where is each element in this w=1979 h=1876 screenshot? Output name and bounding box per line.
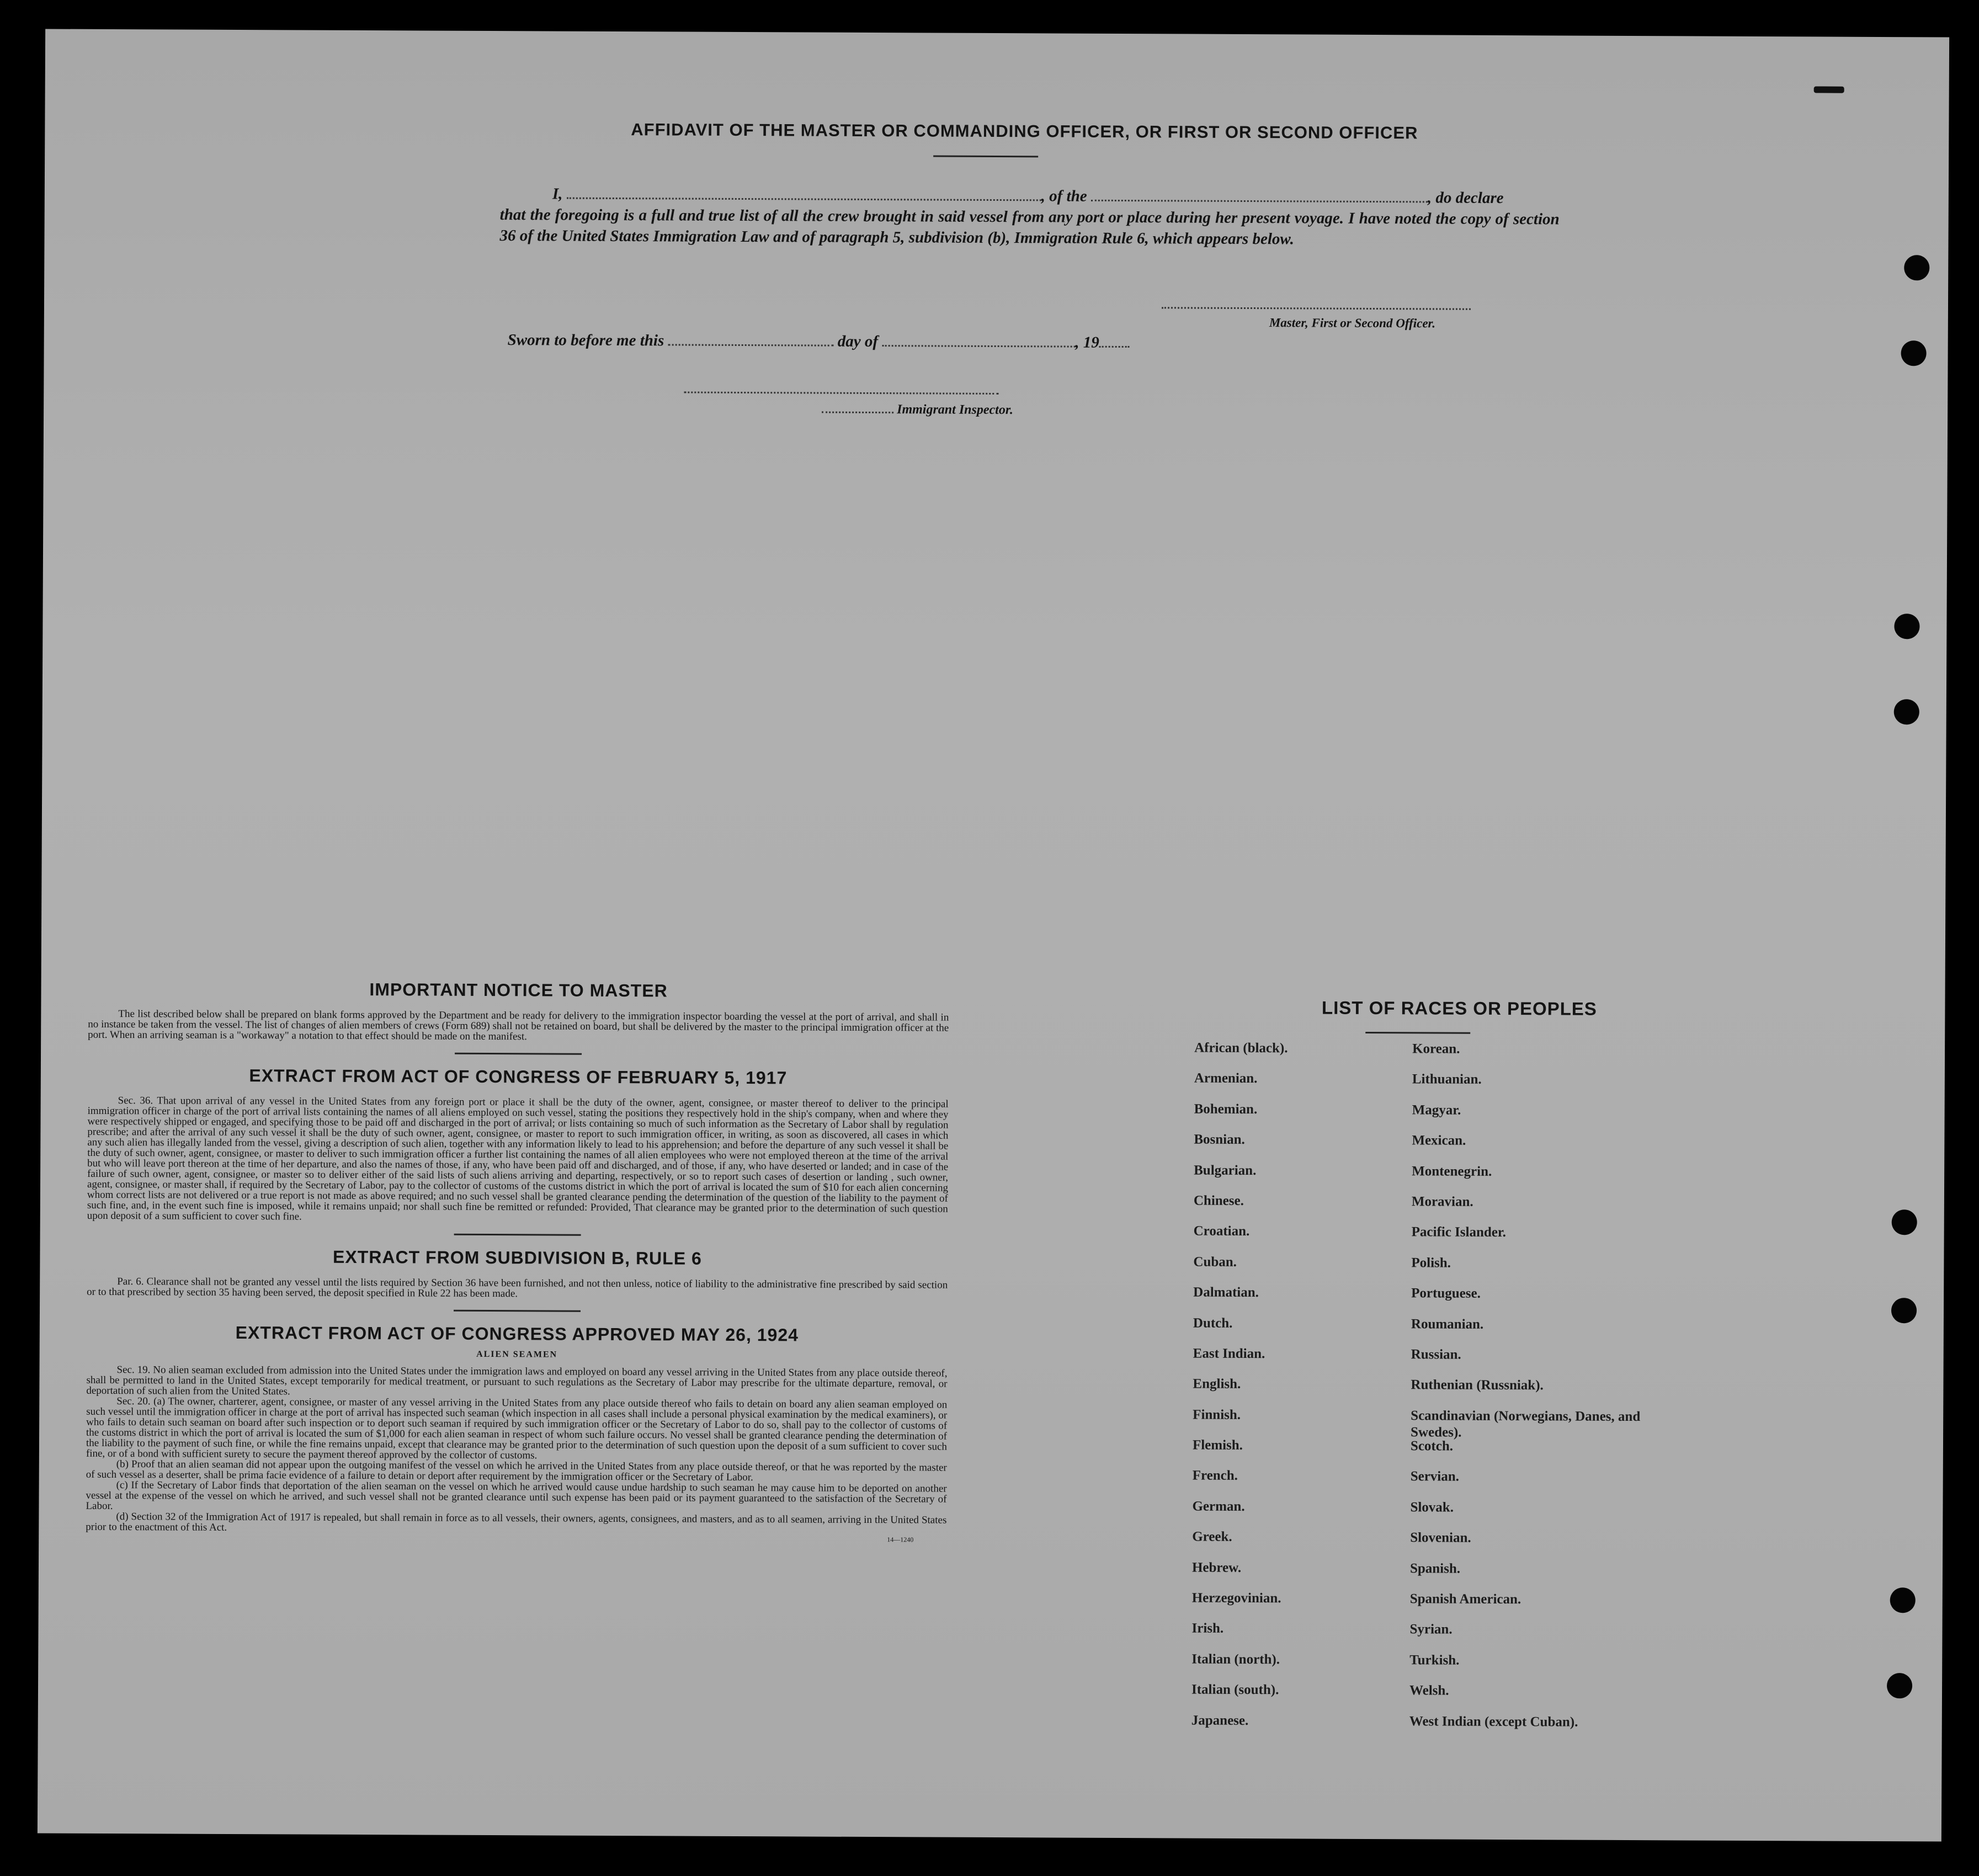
year-label: , 19 [1075, 333, 1099, 351]
race-item: Hebrew. [1191, 1560, 1242, 1575]
day-of-label: day of [837, 332, 879, 351]
race-item: Italian (south). [1191, 1682, 1279, 1698]
race-item: Russian. [1411, 1347, 1461, 1362]
affidavit-body: that the foregoing is a full and true list of all the crew brought in said vessel from any port or place during her present voyage. I have noted the copy of section 36 of the United States Immigration Law and of paragraph 5, subdivision (b), Immigration Rule 6, which appears below. [499, 206, 1560, 248]
punch-hole [1904, 255, 1929, 280]
inspector-name-field[interactable] [822, 405, 893, 414]
punch-hole [1891, 1298, 1917, 1323]
section-rule [454, 1310, 581, 1312]
race-item: Irish. [1191, 1621, 1224, 1637]
race-item: German. [1192, 1499, 1245, 1514]
race-item: Cuban. [1193, 1254, 1237, 1270]
notice-body: The list described below shall be prepared on blank forms approved by the Department and be ready for delivery to the immigration inspector boarding the vessel at the port of arrival, and shall in no instance be taken from the vessel. The list of changes of alien members of crews (Form 689) shall not be retained on board, but shall be delivered by the master to the principal immigration officer at the port. When an arriving seaman is a "workaway" a notation to that effect should be made on the manifest. [88, 1008, 949, 1043]
race-item: Moravian. [1411, 1194, 1473, 1209]
race-item: Pacific Islander. [1411, 1224, 1507, 1240]
race-item: Scotch. [1410, 1438, 1454, 1454]
race-item: Montenegrin. [1412, 1163, 1492, 1179]
inspector-line [822, 402, 1013, 418]
act1924-sec20b: (b) Proof that an alien seaman did not appear upon the outgoing manifest of the vessel on which he arrived in the United States from any place outside thereof, or that he was reported by the master of such vessel as a deserter, shall be prima facie evidence of a failure to detain or deport after requirement by the immigration officer or the Secretary of Labor. [86, 1458, 947, 1484]
races-title: LIST OF RACES OR PEOPLES [1321, 997, 1597, 1019]
race-item: Armenian. [1194, 1070, 1258, 1086]
rule6-body: Par. 6. Clearance shall not be granted any vessel until the lists required by Section 36 have been furnished, and not then unless, notice of liability to the administrative fine prescribed by said section or to that prescribed by section 35 having been served, the deposit specified in Rule 22 has been made. [87, 1276, 948, 1300]
race-item: Flemish. [1192, 1437, 1243, 1453]
section-rule [454, 1234, 581, 1236]
punch-hole [1901, 340, 1927, 366]
race-item: East Indian. [1193, 1346, 1265, 1362]
race-item: Roumanian. [1411, 1316, 1484, 1332]
act1924-sec20d: (d) Section 32 of the Immigration Act of 1917 is repealed, but shall remain in force as to all vessels, their owners, agents, consignees, and masters, and as to all seamen, arriving in the United States prior to the enactment of this Act. [86, 1511, 947, 1533]
race-item: Slovak. [1410, 1500, 1454, 1515]
race-item: Portuguese. [1411, 1286, 1481, 1301]
inspector-signature-line[interactable] [684, 392, 998, 395]
sworn-month-field[interactable] [882, 332, 1075, 348]
race-item: Finnish. [1193, 1407, 1241, 1422]
punch-hole [1894, 614, 1919, 639]
race-item: Servian. [1410, 1469, 1459, 1485]
document-page [38, 29, 1949, 1841]
race-item: Scandinavian (Norwegians, Danes, and Swedes). [1411, 1408, 1641, 1440]
form-number: 14—1240 [887, 1536, 914, 1544]
race-item: African (black). [1194, 1040, 1288, 1056]
race-item: Polish. [1411, 1255, 1451, 1271]
punch-hole [1890, 1587, 1916, 1613]
race-item: Dutch. [1193, 1315, 1233, 1331]
declarant-name-field[interactable] [567, 184, 1041, 201]
act1917-title: EXTRACT FROM ACT OF CONGRESS OF FEBRUARY 5, 1917 [249, 1065, 788, 1088]
race-item: Turkish. [1409, 1653, 1460, 1668]
act1924-sec20c: (c) If the Secretary of Labor finds that deportation of the alien seaman on the vessel on which he arrived would cause undue hardship to such seaman he may cause him to be deported on another vessel at the expense of the vessel on which he arrived, and such vessel shall not be granted clearance until such expense has been paid or its payment guaranteed to the satisfaction of the Secretary of Labor. [86, 1479, 947, 1512]
race-item: Italian (north). [1191, 1651, 1280, 1667]
affidavit-title: AFFIDAVIT OF THE MASTER OR COMMANDING OFFICER, OR FIRST OR SECOND OFFICER [631, 120, 1418, 143]
race-item: Bulgarian. [1194, 1163, 1257, 1178]
rule6-title: EXTRACT FROM SUBDIVISION B, RULE 6 [333, 1246, 702, 1269]
vessel-label: , of the [1041, 187, 1087, 205]
act1924-sec20a: Sec. 20. (a) The owner, charterer, agent, consignee, or master of any vessel arriving in the United States from any place outside thereof who fails to detain on board any alien seaman employed on such vessel until the immigration officer in charge at the port of arrival has inspected such seaman (which inspection in all cases shall include a personal physical examination by the medical examiners), or who fails to detain such seaman on board after such inspection or to deport such seaman if required by such immigration officer or the Secretary of Labor to do so, shall pay to the collector of customs of the customs district in which the port of arrival is located the sum of $1,000 for each alien seaman in respect of whom such failure occurs. No vessel shall be granted clearance pending the determination of the liability to the payment of such fine, or while the fine remains unpaid, except that clearance may be granted prior to the determination of such question upon the deposit of a sum sufficient to cover such fine, or of a bond with sufficient surety to secure the payment thereof approved by the collector of customs. [86, 1395, 948, 1462]
race-item: Chinese. [1193, 1193, 1244, 1208]
act1917-body: Sec. 36. That upon arrival of any vessel in the United States from any foreign port or place it shall be the duty of the owner, agent, consignee, or master thereof to deliver to the principal immigration officer in charge of the port of arrival lists containing the names of all aliens employed on such vessel, stating the positions they respectively hold in the ship's company, when and where they were respectively shipped or engaged, and specifying those to be paid off and discharged in the port of arrival; or lists containing so much of such information as the Secretary of Labor shall by regulation prescribe; and after the arrival of any such vessel it shall be the duty of such owner, agent, consignee, or master to report to such immigration officer, in writing, as soon as discovered, all cases in which any such alien has illegally landed from the vessel, giving a description of such alien, together with any information likely to lead to his apprehension; and before the departure of any such vessel it shall be the duty of such owner, agent, consignee, or master to deliver to such immigration officer a further list containing the names of all alien employees who were not employed thereon at the time of the arrival but who will leave port thereon at the time of her departure, and also the names of those, if any, who have been paid off and discharged, and of those, if any, who have deserted or landed; and in case of the failure of such owner, agent, consignee, or master so to deliver either of the said lists of such aliens arriving and departing, respectively, or so to report such cases of desertion or landing , such owner, agent, consignee, or master shall, if required by the Secretary of Labor, pay to the collector of customs of the customs district in which the port of arrival is located the sum of $10 for each alien concerning whom correct lists are not delivered or a true report is not made as above required; and no such vessel shall be granted clearance pending the determination of the question of the liability to the payment of such fine, and, in the event such fine is imposed, while it remains unpaid; nor shall such fine be remitted or refunded: Provided, That clearance may be granted prior to the determination of such question upon deposit of a sum sufficient to cover such fine. [87, 1095, 949, 1223]
race-item: Dalmatian. [1193, 1285, 1259, 1301]
race-item: Greek. [1192, 1529, 1232, 1545]
race-item: Welsh. [1409, 1683, 1449, 1698]
declarant-label: I, [552, 185, 563, 203]
race-item: English. [1193, 1376, 1241, 1392]
race-item: Herzegovinian. [1191, 1590, 1281, 1606]
races-rule [1365, 1032, 1470, 1034]
races-left-column [1191, 1040, 1432, 1744]
race-item: Mexican. [1412, 1133, 1466, 1148]
affidavit-declaration [499, 183, 1559, 251]
master-signature-line[interactable] [1162, 307, 1471, 310]
races-list [1191, 1040, 1747, 1760]
punch-hole [1894, 699, 1919, 724]
race-item: Korean. [1412, 1041, 1460, 1057]
race-item: Croatian. [1193, 1223, 1250, 1239]
race-item: Ruthenian (Russniak). [1411, 1377, 1544, 1393]
race-item: West Indian (except Cuban). [1409, 1713, 1578, 1730]
race-item: Spanish. [1409, 1560, 1461, 1576]
section-rule [455, 1053, 582, 1055]
race-item: Japanese. [1191, 1713, 1249, 1728]
clip-mark [1814, 86, 1844, 93]
sworn-day-field[interactable] [668, 331, 834, 346]
affidavit-rule [933, 156, 1038, 158]
sworn-line [508, 330, 1130, 352]
master-signature-label: Master, First or Second Officer. [1269, 316, 1436, 331]
sworn-label: Sworn to before me this [507, 331, 664, 350]
race-item: Bohemian. [1194, 1101, 1258, 1117]
punch-hole [1892, 1209, 1917, 1235]
vessel-name-field[interactable] [1091, 186, 1428, 203]
race-item: Bosnian. [1194, 1132, 1245, 1148]
race-item: Slovenian. [1410, 1530, 1471, 1546]
race-item: French. [1192, 1468, 1238, 1484]
act1924-sec19: Sec. 19. No alien seaman excluded from admission into the United States under the immigration laws and employed on board any vessel arriving in the United States from any place outside thereof, shall be permitted to land in the United States, except temporarily for medical treatment, or pursuant to such regulations as the Secretary of Labor may prescribe for the ultimate departure, removal, or deportation of such alien from the United States. [86, 1364, 948, 1398]
declare-label: , do declare [1427, 189, 1504, 207]
race-item: Spanish American. [1409, 1591, 1522, 1607]
legal-column [86, 978, 949, 1544]
race-item: Syrian. [1409, 1622, 1453, 1638]
inspector-label: Immigrant Inspector. [897, 402, 1013, 418]
race-item: Magyar. [1412, 1102, 1461, 1118]
notice-title: IMPORTANT NOTICE TO MASTER [369, 979, 668, 1001]
act1924-subtitle: ALIEN SEAMEN [476, 1349, 558, 1360]
race-item: Lithuanian. [1412, 1072, 1482, 1088]
punch-hole [1887, 1673, 1912, 1698]
sworn-year-field[interactable] [1099, 333, 1130, 348]
act1924-title: EXTRACT FROM ACT OF CONGRESS APPROVED MAY 26, 1924 [235, 1323, 799, 1345]
races-right-column [1409, 1041, 1650, 1745]
